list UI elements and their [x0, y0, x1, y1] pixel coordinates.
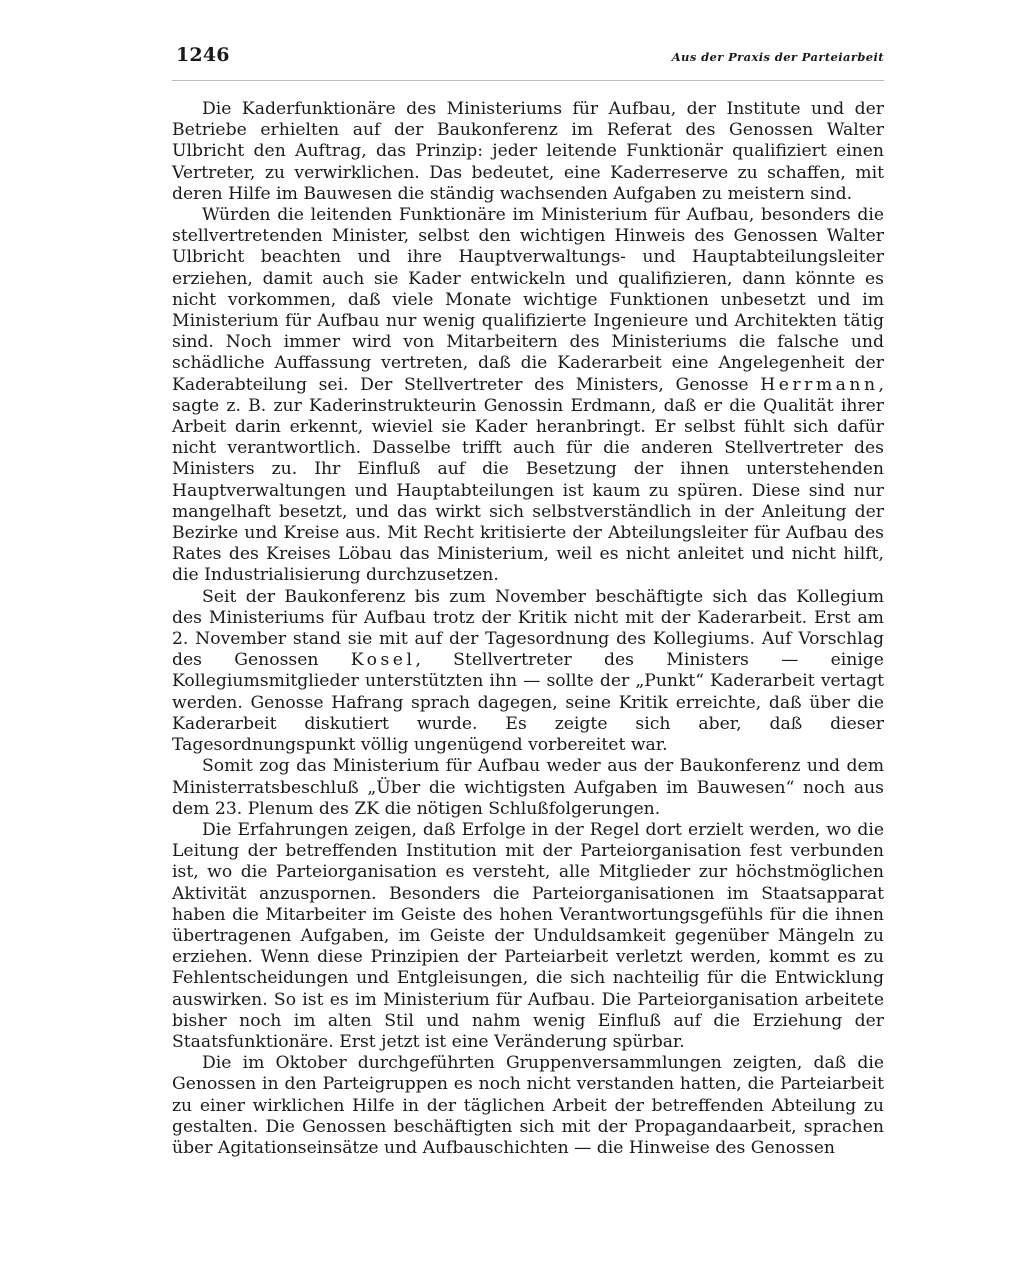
paragraph-3-text-before: Seit der Baukonferenz bis zum November beschäftigte sich das Kollegium des Ministeriums für Aufbau trotz der Kritik nicht mit der Kaderarbeit. Erst am 2. November stand sie mit auf der Tagesordnung des Kollegiums. Auf Vorschlag des Genossen: [172, 586, 884, 671]
paragraph-3: [172, 587, 884, 757]
paragraph-5: Die Erfahrungen zeigen, daß Erfolge in der Regel dort erzielt werden, wo die Leitung der betreffenden Institution mit der Parteiorganisation fest verbunden ist, wo die Parteiorganisation es versteht, alle Mitglieder zur höchstmöglichen Aktivität anzuspornen. Besonders die Parteiorganisationen im Staatsapparat haben die Mitarbeiter im Geiste des hohen Verantwortungsgefühls für die ihnen übertragenen Aufgaben, im Geiste der Unduldsamkeit gegenüber Mängeln zu erziehen. Wenn diese Prinzipien der Parteiarbeit verletzt werden, kommt es zu Fehlentscheidungen und Entgleisungen, die sich nachteilig für die Entwicklung auswirken. So ist es im Ministerium für Aufbau. Die Parteiorganisation arbeitete bisher noch im alten Stil und nahm wenig Einfluß auf die Erziehung der Staatsfunktionäre. Erst jetzt ist eine Veränderung spürbar.: [172, 819, 884, 1052]
paragraph-4: Somit zog das Ministerium für Aufbau weder aus der Baukonferenz und dem Ministerratsbeschluß „Über die wichtigsten Aufgaben im Bauwesen“ noch aus dem 23. Plenum des ZK die nötigen Schlußfolgerungen.: [172, 756, 884, 819]
body-text: [172, 99, 884, 1159]
paragraph-2: [172, 205, 884, 587]
running-head: Aus der Praxis der Parteiarbeit: [671, 50, 884, 64]
spaced-name-kosel: Kosel: [350, 650, 416, 671]
paragraph-6: Die im Oktober durchgeführten Gruppenversammlungen zeigten, daß die Genossen in den Parteigruppen es noch nicht verstanden hatten, die Parteiarbeit zu einer wirklichen Hilfe in der täglichen Arbeit der betreffenden Abteilung zu gestalten. Die Genossen beschäftigten sich mit der Propagandaarbeit, sprachen über Agitationseinsätze und Aufbauschichten — die Hinweise des Genossen: [172, 1053, 884, 1158]
spaced-name-herrmann: Herrmann: [760, 374, 879, 395]
document-page: [172, 40, 884, 1240]
paragraph-2-text-after: , sagte z. B. zur Kaderinstrukteurin Genossin Erdmann, daß er die Qualität ihrer Arbeit darin erkennt, wieviel sie Kader heranbringt. Er selbst fühlt sich dafür nicht verantwortlich. Dasselbe trifft auch für die anderen Stellvertreter des Ministers zu. Ihr Einfluß auf die Besetzung der ihnen unterstehenden Hauptverwaltungen und Hauptabteilungen ist kaum zu spüren. Diese sind nur mangelhaft besetzt, und das wirkt sich selbstverständlich in der Anleitung der Bezirke und Kreise aus. Mit Recht kritisierte der Abteilungsleiter für Aufbau des Rates des Kreises Löbau das Ministerium, weil es nicht anleitet und nicht hilft, die Industrialisierung durchzusetzen.: [172, 374, 884, 586]
paragraph-2-text-before: Würden die leitenden Funktionäre im Ministerium für Aufbau, besonders die stellvertretenden Minister, selbst den wichtigen Hinweis des Genossen Walter Ulbricht beachten und ihre Hauptverwaltungs- und Hauptabteilungsleiter erziehen, damit auch sie Kader entwickeln und qualifizieren, dann könnte es nicht vorkommen, daß viele Monate wichtige Funktionen unbesetzt und im Ministerium für Aufbau nur wenig qualifizierte Ingenieure und Architekten tätig sind. Noch immer wird von Mitarbeitern des Ministeriums die falsche und schädliche Auffassung vertreten, daß die Kaderarbeit eine Angelegenheit der Kaderabteilung sei. Der Stellvertreter des Ministers, Genosse: [172, 205, 884, 395]
paragraph-1: Die Kaderfunktionäre des Ministeriums für Aufbau, der Institute und der Betriebe erhielten auf der Baukonferenz im Referat des Genossen Walter Ulbricht den Auftrag, das Prinzip: jeder leitende Funktionär qualifiziert einen Vertreter, zu verwirklichen. Das bedeutet, eine Kaderreserve zu schaffen, mit deren Hilfe im Bauwesen die ständig wachsenden Aufgaben zu meistern sind.: [172, 99, 884, 204]
page-number: 1246: [176, 44, 230, 66]
page-header: [172, 40, 884, 81]
paragraph-3-text-after: , Stellvertreter des Ministers — einige Kollegiumsmitglieder unterstützten ihn — sollte der „Punkt“ Kaderarbeit vertagt werden. Genosse Hafrang sprach dagegen, seine Kritik erreichte, daß über die Kaderarbeit diskutiert wurde. Es zeigte sich aber, daß dieser Tagesordnungspunkt völlig ungenügend vorbereitet war.: [172, 650, 884, 756]
